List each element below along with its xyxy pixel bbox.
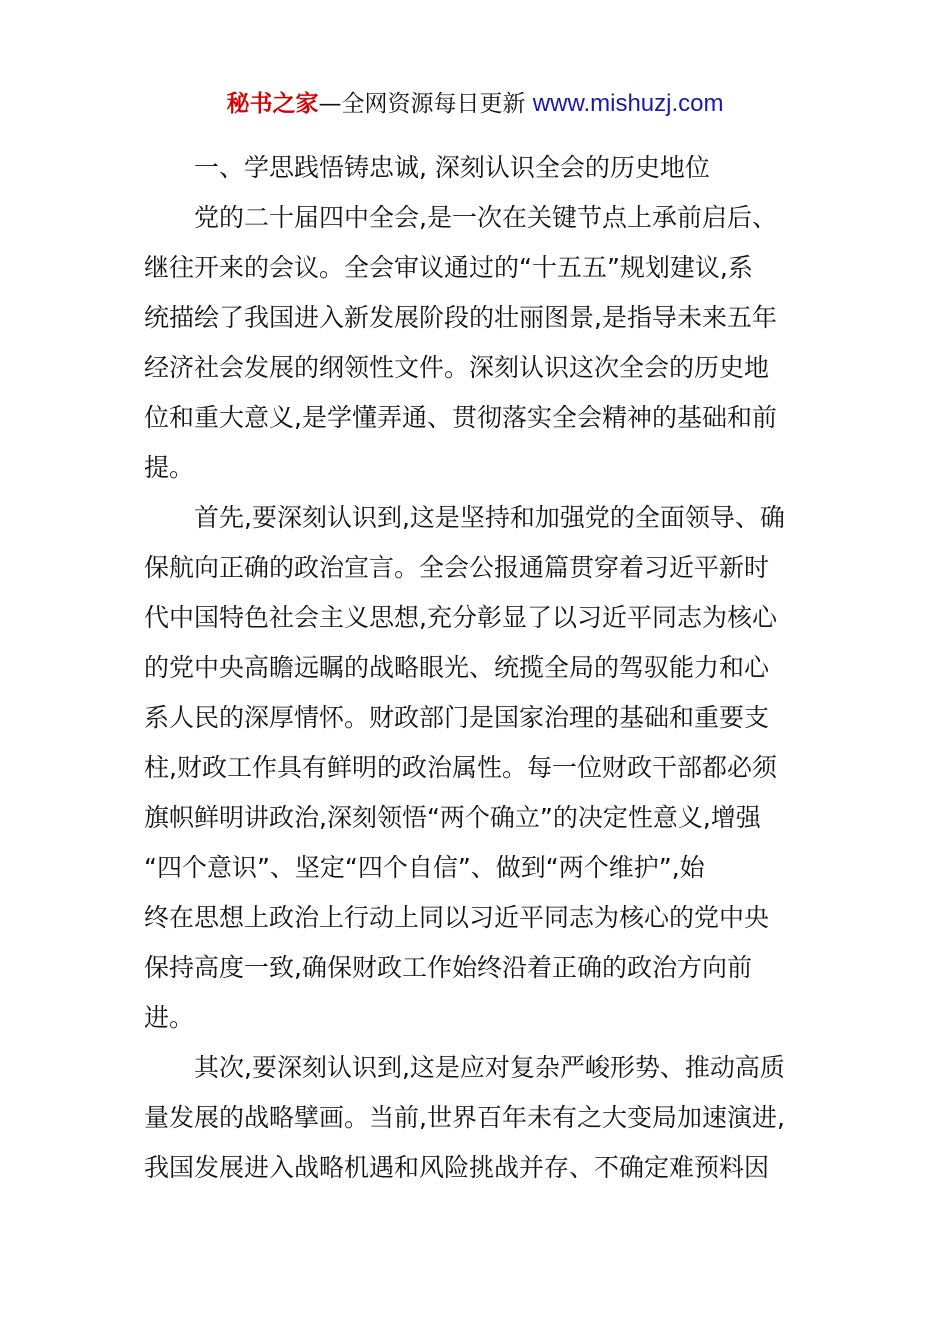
paragraph-line: 统描绘了我国进入新发展阶段的壮丽图景,是指导未来五年	[144, 303, 777, 332]
paragraph-line: 量发展的战略擘画。当前,世界百年未有之大变局加速演进,	[144, 1103, 785, 1132]
paragraph-line: 其次,要深刻认识到,这是应对复杂严峻形势、推动高质	[144, 1053, 785, 1082]
paragraph-line: 的党中央高瞻远瞩的战略眼光、统揽全局的驾驭能力和心	[144, 653, 770, 682]
paragraph-line: 党的二十届四中全会,是一次在关键节点上承前启后、	[144, 203, 777, 232]
paragraph-line: 位和重大意义,是学懂弄通、贯彻落实全会精神的基础和前	[144, 403, 777, 432]
paragraph-line: 系人民的深厚情怀。财政部门是国家治理的基础和重要支	[144, 703, 770, 732]
paragraph-line: 提。	[144, 453, 195, 482]
paragraph-line: 保航向正确的政治宣言。全会公报通篇贯穿着习近平新时	[144, 553, 770, 582]
paragraph-line: 柱,财政工作具有鲜明的政治属性。每一位财政干部都必须	[144, 753, 777, 782]
paragraph-line: 代中国特色社会主义思想,充分彰显了以习近平同志为核心	[144, 603, 777, 632]
paragraph-line: 旗帜鲜明讲政治,深刻领悟“两个确立”的决定性意义,增强	[144, 803, 761, 832]
paragraph-line: 首先,要深刻认识到,这是坚持和加强党的全面领导、确	[144, 503, 785, 532]
paragraph-line: “四个意识”、坚定“四个自信”、做到“两个维护”,始	[144, 853, 705, 882]
site-header	[0, 86, 950, 122]
paragraph-line: 保持高度一致,确保财政工作始终沿着正确的政治方向前	[144, 953, 752, 982]
paragraph-line: 我国发展进入战略机遇和风险挑战并存、不确定难预料因	[144, 1153, 770, 1182]
document-body	[144, 143, 808, 1193]
paragraph-line: 继往开来的会议。全会审议通过的“十五五”规划建议,系	[144, 253, 753, 282]
paragraph-line: 终在思想上政治上行动上同以习近平同志为核心的党中央	[144, 903, 770, 932]
site-url-link[interactable]: www.mishuzj.com	[532, 90, 724, 117]
site-slogan: —全网资源每日更新	[318, 91, 526, 117]
paragraph-line: 经济社会发展的纲领性文件。深刻认识这次全会的历史地	[144, 353, 770, 382]
section-heading: 一、学思践悟铸忠诚, 深刻认识全会的历史地位	[144, 153, 710, 182]
site-name: 秘书之家	[226, 91, 319, 117]
paragraph-line: 进。	[144, 1003, 195, 1032]
